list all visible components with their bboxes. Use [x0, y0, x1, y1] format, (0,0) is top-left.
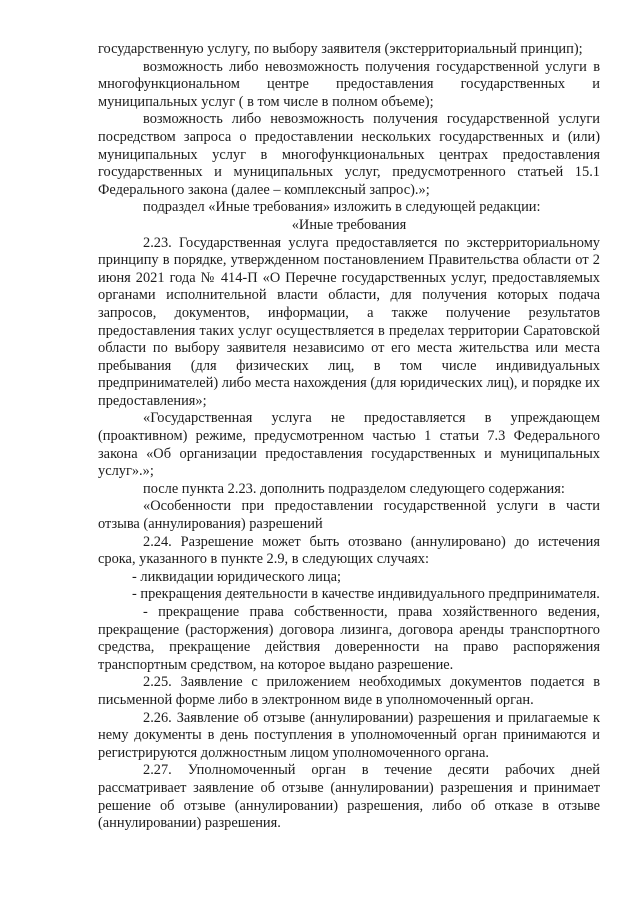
paragraph: «Государственная услуга не предоставляется в упреждающем (проактивном) режиме, предусмотренном частью 1 статьи 7.3 Федерального закона «Об организации предоставления государственных и муниципальных услуг».»;: [98, 410, 600, 480]
paragraph: подраздел «Иные требования» изложить в следующей редакции:: [143, 199, 541, 216]
paragraph: государственную услугу, по выбору заявителя (экстерриториальный принцип);: [98, 41, 583, 57]
document-page: [98, 41, 600, 833]
paragraph: 2.23. Государственная услуга предоставляется по экстерриториальному принципу в порядке, утвержденном постановлением Правительства области от 2 июня 2021 года № 414-П «О Перечне государственных услуг, предоставляемых органами исполнительной власти области, для получения которых подача запросов, документов, информации, а также получение результатов предоставления таких услуг осуществляется в пределах территории Саратовской области по выбору заявителя независимо от его места жительства или места пребывания (для физических лиц, в том числе индивидуальных предпринимателей) либо места нахождения (для юридических лиц), и порядке их предоставления»;: [98, 234, 600, 409]
list-item: - прекращения деятельности в качестве индивидуального предпринимателя.: [132, 586, 600, 603]
paragraph: возможность либо невозможность получения государственной услуги посредством запроса о предоставлении нескольких государственных и (или) муниципальных услуг в многофункциональных центрах предоставления государственных и муниципальных услуг, предусмотренного статьей 15.1 Федерального закона (далее – комплексный запрос).»;: [98, 111, 600, 198]
paragraph: 2.24. Разрешение может быть отозвано (аннулировано) до истечения срока, указанного в пункте 2.9, в следующих случаях:: [98, 533, 600, 568]
paragraph: 2.27. Уполномоченный орган в течение десяти рабочих дней рассматривает заявление об отзыве (аннулировании) разрешения и принимает решение об отзыве (аннулировании) разрешения, либо об отказе в отзыве (аннулировании) разрешения.: [98, 762, 600, 832]
list-item: - прекращение права собственности, права хозяйственного ведения, прекращение (расторжения) договора лизинга, договора аренды транспортного средства, прекращение действия доверенности на право распоряжения транспортным средством, на которое выдано разрешение.: [98, 604, 600, 673]
paragraph: «Особенности при предоставлении государственной услуги в части отзыва (аннулирования) разрешений: [98, 498, 600, 533]
paragraph: после пункта 2.23. дополнить подразделом следующего содержания:: [143, 480, 565, 497]
paragraph: 2.25. Заявление с приложением необходимых документов подается в письменной форме либо в электронном виде в уполномоченный орган.: [98, 674, 600, 708]
section-heading: «Иные требования: [291, 216, 407, 233]
paragraph: 2.26. Заявление об отзыве (аннулировании) разрешения и прилагаемые к нему документы в день поступления в уполномоченный орган принимаются и регистрируются должностным лицом уполномоченного органа.: [98, 709, 600, 761]
paragraph: возможность либо невозможность получения государственной услуги в многофункциональном центре предоставления государственных и муниципальных услуг ( в том числе в полном объеме);: [98, 58, 600, 110]
list-item: - ликвидации юридического лица;: [132, 568, 341, 585]
